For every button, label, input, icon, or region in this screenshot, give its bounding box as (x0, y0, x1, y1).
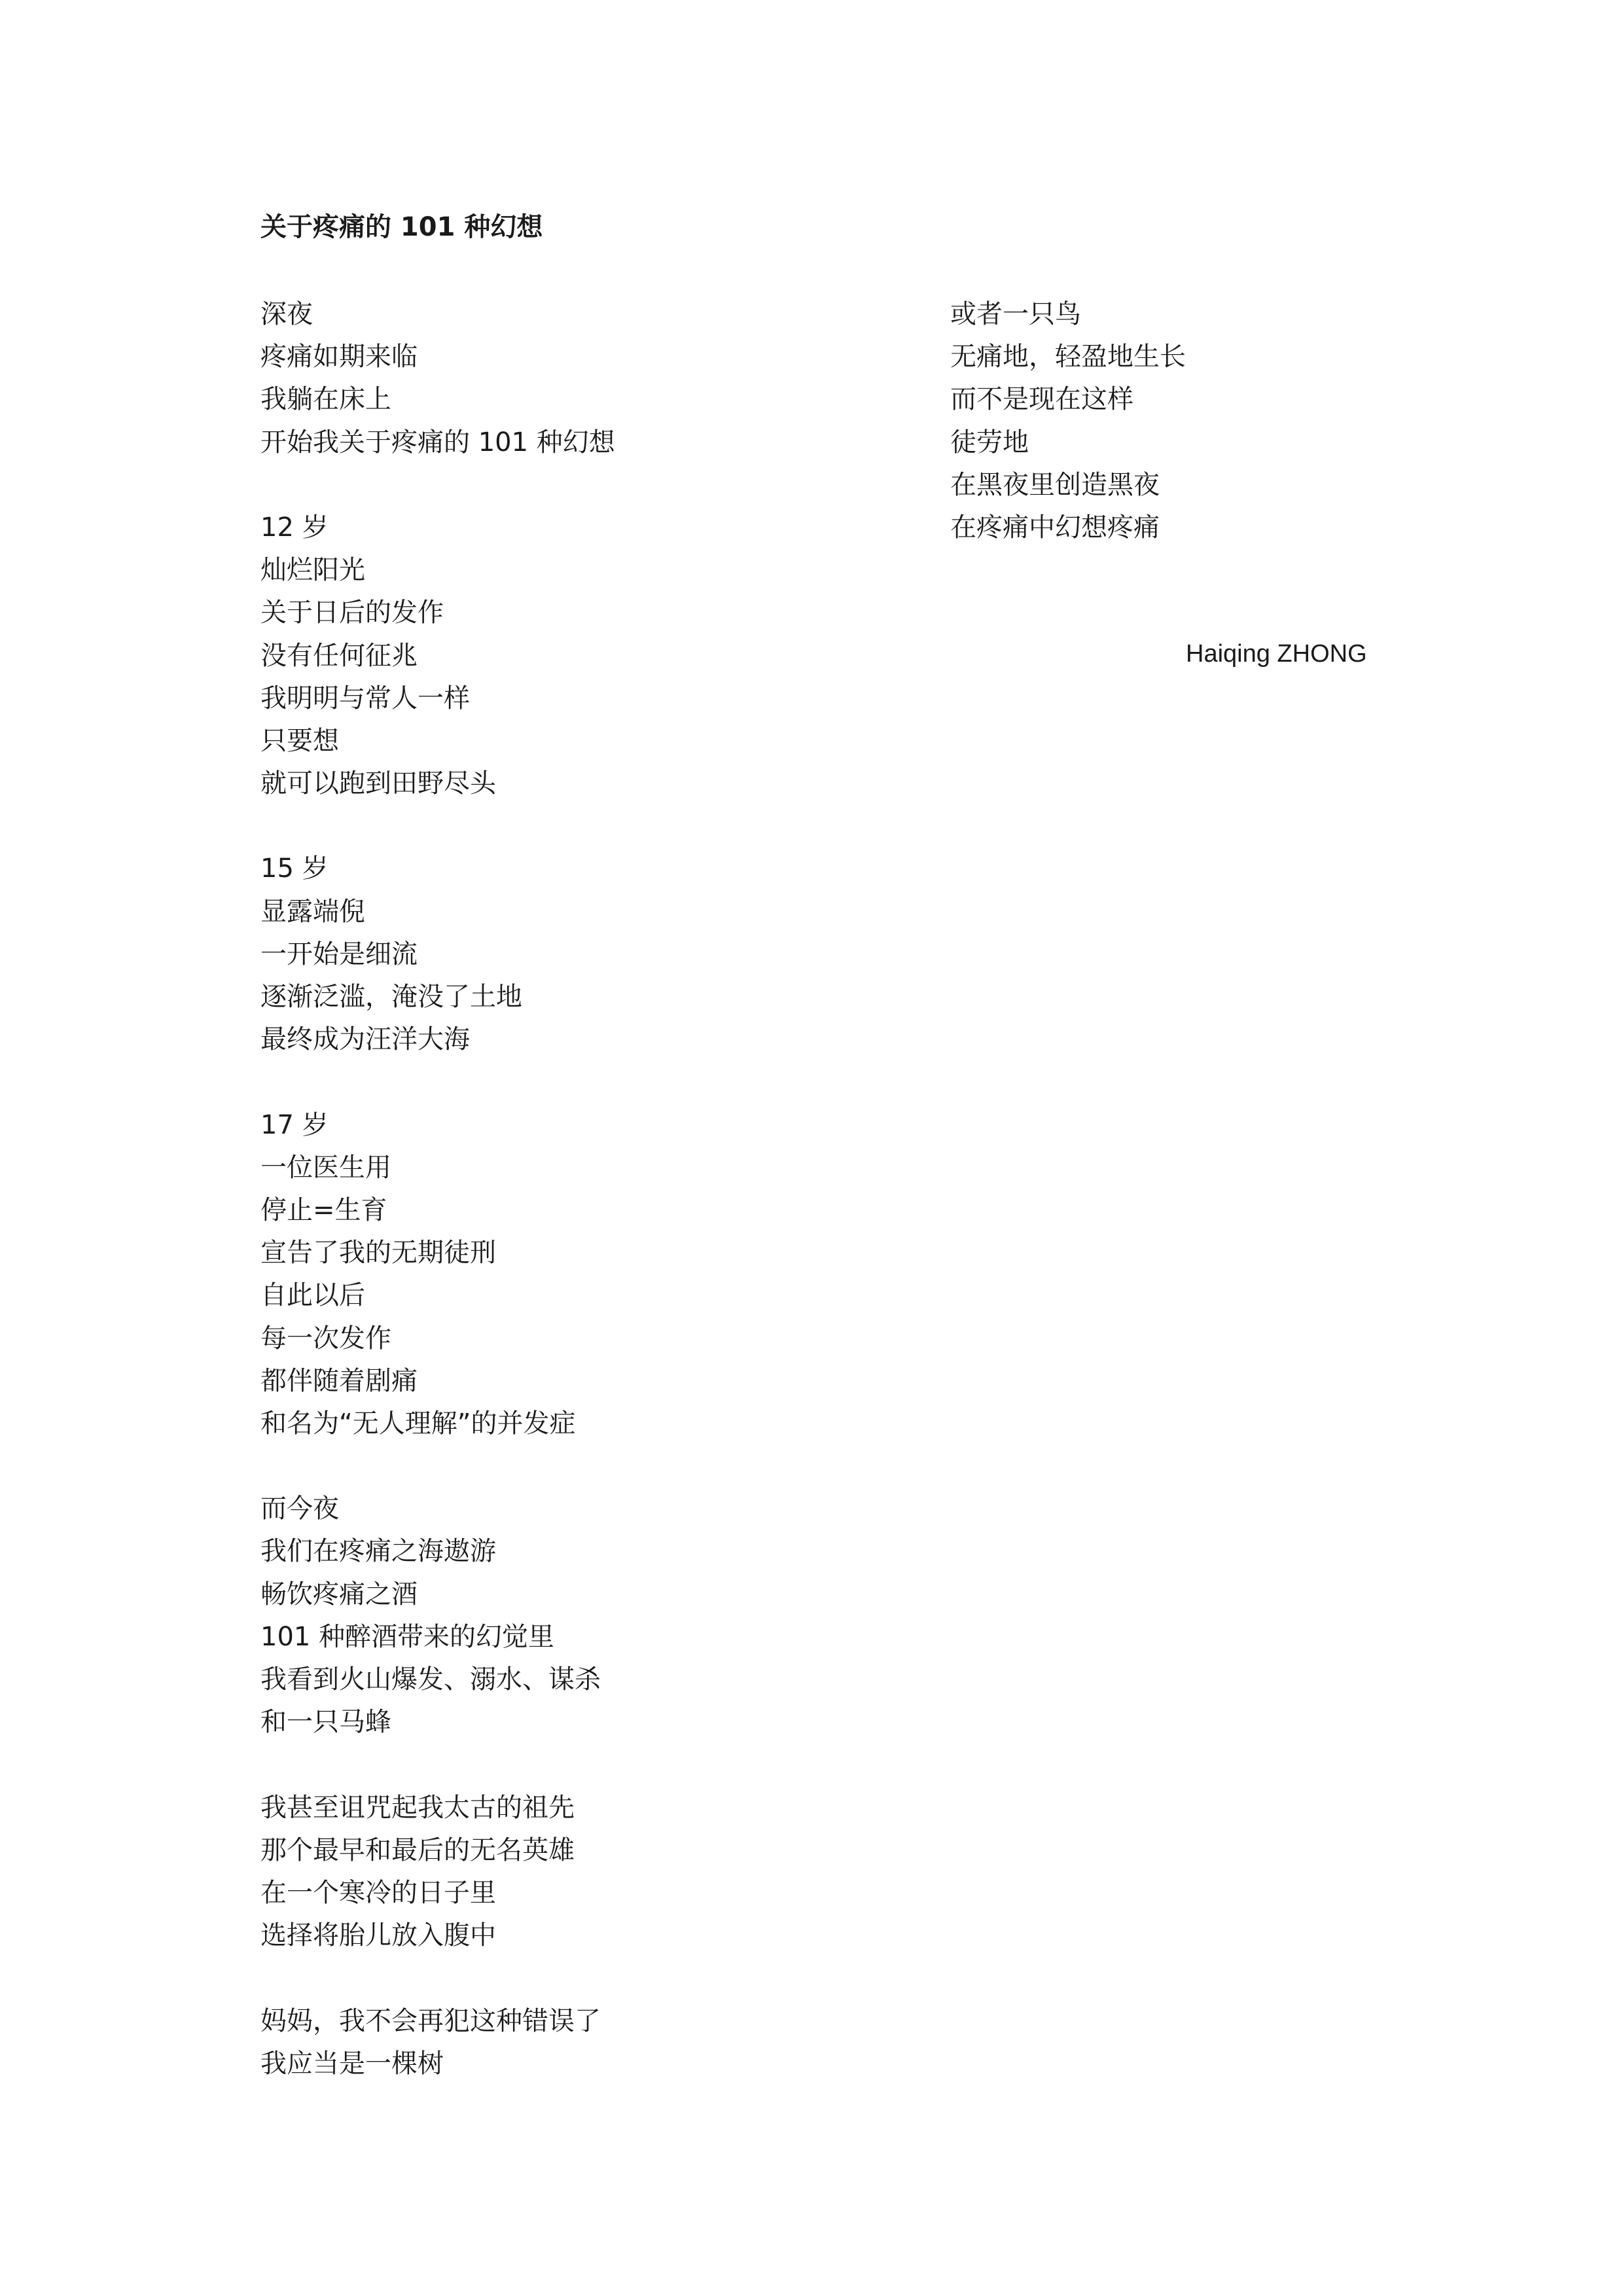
poem-line: 深夜 (260, 299, 313, 329)
poem-left-column (260, 293, 915, 2085)
poem-line: 我应当是一棵树 (260, 2048, 444, 2079)
poem-line: 我躺在床上 (260, 384, 391, 415)
poem-line: 自此以后 (260, 1280, 365, 1311)
poem-line: 停止=生育 (260, 1194, 387, 1225)
stanza-break (260, 1061, 915, 1103)
poem-line: 和一只马蜂 (260, 1707, 391, 1738)
poem-line: 12 岁 (260, 512, 329, 543)
stanza-break (260, 805, 915, 848)
poem-line: 那个最早和最后的无名英雄 (260, 1835, 575, 1865)
poem-line: 妈妈，我不会再犯这种错误了 (260, 2005, 601, 2036)
poem-line: 一位医生用 (260, 1152, 391, 1183)
poem-line: 我看到火山爆发、溺水、谋杀 (260, 1664, 601, 1695)
poem-line: 显露端倪 (260, 896, 365, 927)
poem-line: 和名为“无人理解”的并发症 (260, 1408, 576, 1439)
poem-line: 我明明与常人一样 (260, 683, 470, 713)
poem-line: 开始我关于疼痛的 101 种幻想 (260, 427, 615, 457)
poem-author: Haiqing ZHONG (1186, 640, 1367, 668)
poem-line: 在黑夜里创造黑夜 (950, 469, 1160, 500)
poem-line: 无痛地，轻盈地生长 (950, 342, 1186, 372)
poem-line: 而不是现在这样 (950, 384, 1133, 415)
poem-line: 都伴随着剧痛 (260, 1365, 418, 1396)
poem-line: 我们在疼痛之海遨游 (260, 1536, 496, 1567)
stanza-break (260, 1445, 915, 1488)
poem-line: 没有任何征兆 (260, 640, 418, 671)
poem-line: 一开始是细流 (260, 939, 418, 969)
poem-line: 每一次发作 (260, 1323, 391, 1354)
poem-line: 在一个寒冷的日子里 (260, 1877, 496, 1908)
poem-line: 宣告了我的无期徒刑 (260, 1238, 496, 1268)
poem-line: 灿烂阳光 (260, 555, 365, 586)
poem-line: 徒劳地 (950, 427, 1029, 457)
poem-line: 在疼痛中幻想疼痛 (950, 512, 1160, 543)
poem-line: 最终成为汪洋大海 (260, 1024, 470, 1055)
poem-line: 我甚至诅咒起我太古的祖先 (260, 1792, 575, 1823)
poem-line: 选择将胎儿放入腹中 (260, 1920, 496, 1951)
poem-line: 疼痛如期来临 (260, 342, 418, 372)
poem-line: 逐渐泛滥，淹没了土地 (260, 982, 522, 1012)
poem-line: 关于日后的发作 (260, 598, 444, 628)
stanza-break (260, 1744, 915, 1786)
poem-line: 15 岁 (260, 853, 329, 884)
poem-line: 而今夜 (260, 1494, 339, 1524)
poem-line: 畅饮疼痛之酒 (260, 1579, 418, 1609)
poem-title: 关于疼痛的 101 种幻想 (260, 212, 543, 242)
stanza-break (260, 464, 915, 507)
poem-line: 就可以跑到田野尽头 (260, 768, 496, 799)
stanza-break (260, 1957, 915, 2000)
poem-line: 只要想 (260, 725, 339, 756)
poem-line: 101 种醉酒带来的幻觉里 (260, 1621, 555, 1652)
poem-right-column (950, 293, 1408, 549)
poem-line: 17 岁 (260, 1109, 329, 1140)
poem-line: 或者一只鸟 (950, 299, 1081, 329)
